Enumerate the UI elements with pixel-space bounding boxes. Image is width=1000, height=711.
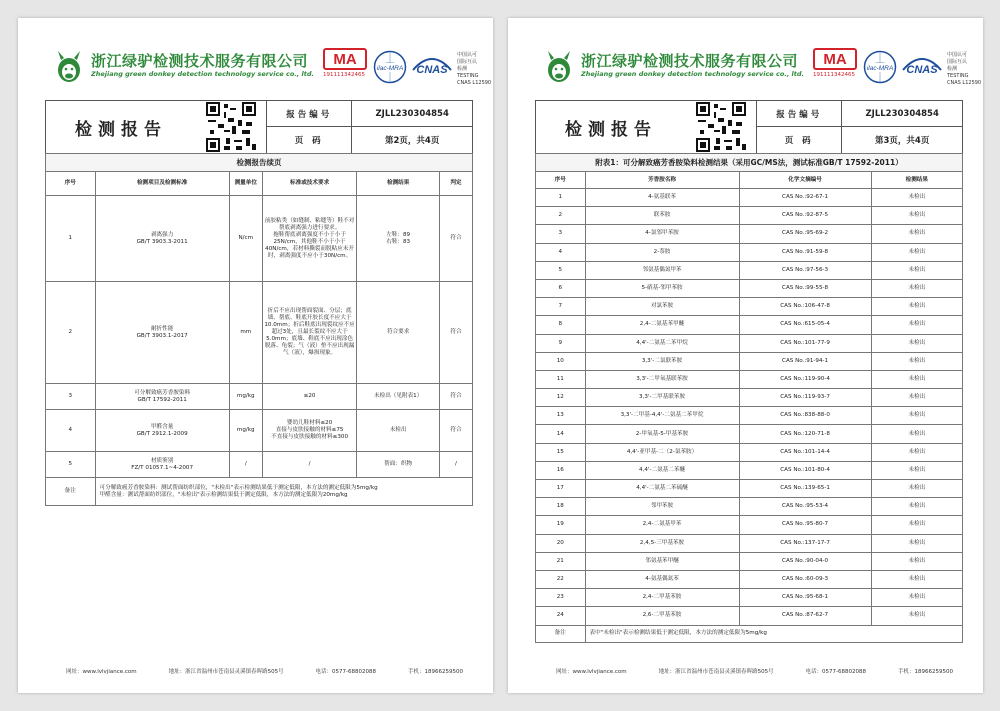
- table-row: [536, 370, 963, 388]
- donkey-logo-icon: [543, 50, 575, 84]
- ilac-mra-icon: [863, 50, 897, 84]
- qr-code-icon: [206, 102, 256, 152]
- amine-name: 2,4,5-三甲基苯胺: [585, 534, 739, 552]
- test-result: 未检出: [871, 370, 962, 388]
- amine-name: 2-萘胺: [585, 243, 739, 261]
- amine-name: 4,4'-亚甲基-二（2-氯苯胺）: [585, 443, 739, 461]
- cas-number: CAS No.:101-14-4: [739, 443, 871, 461]
- footer-phone: 电话：0577-68802088: [315, 669, 377, 675]
- amine-name: 2,6-二甲基苯胺: [585, 607, 739, 625]
- report-number-label: 报告编号: [267, 101, 352, 127]
- table-row: [536, 279, 963, 297]
- table-row: 1 剥离强力 GB/T 3903.3-2011 N/cm 前胶粘类（如缝制、粘缝等）鞋不对帮底剥离强力进行要求。 拖鞋帮底剥离强度不小于小于25N/cm，其他鞋不小于小于40N/cm，若材料撕裂而脱粘应未开时，剥离强度不应小于30N/cm。 左鞋：89 右鞋：83 符合: [46, 196, 473, 282]
- footer-phone: 电话：0577-68802088: [805, 669, 867, 675]
- amine-name: 联苯胺: [585, 207, 739, 225]
- section-title: 检测报告续页: [46, 154, 473, 172]
- ma-label: MA: [813, 48, 857, 70]
- amine-name: 2,4-二氨基甲苯: [585, 516, 739, 534]
- table-row: [536, 607, 963, 625]
- cnas-logo-icon: [409, 52, 455, 82]
- table-row: [536, 352, 963, 370]
- cas-number: CAS No.:101-77-9: [739, 334, 871, 352]
- row-number: 18: [536, 498, 586, 516]
- table-row: [536, 389, 963, 407]
- qr-code[interactable]: [686, 101, 756, 153]
- cas-number: CAS No.:137-17-7: [739, 534, 871, 552]
- row-number: 13: [536, 407, 586, 425]
- table-header: 序号 芳香胺名称 化学文摘编号 检测结果: [536, 172, 963, 189]
- row-number: 21: [536, 552, 586, 570]
- amine-name: 3,3'-二甲氧基联苯胺: [585, 370, 739, 388]
- cas-number: CAS No.:119-93-7: [739, 389, 871, 407]
- row-number: 17: [536, 480, 586, 498]
- amine-results-table: [535, 153, 963, 643]
- amine-name: 4-氨基偶氮苯: [585, 570, 739, 588]
- report-page-3: [508, 18, 983, 693]
- cas-number: CAS No.:97-56-3: [739, 261, 871, 279]
- test-result: 未检出: [871, 352, 962, 370]
- report-page-2: [18, 18, 493, 693]
- test-result: 未检出: [871, 189, 962, 207]
- company-name-en: Zhejiang green donkey detection technology service co., ltd.: [91, 70, 314, 78]
- qr-code-icon: [696, 102, 746, 152]
- cas-number: CAS No.:99-55-8: [739, 279, 871, 297]
- cas-number: CAS No.:92-87-5: [739, 207, 871, 225]
- table-row: [536, 334, 963, 352]
- cas-number: CAS No.:60-09-3: [739, 570, 871, 588]
- test-result: 未检出: [871, 207, 962, 225]
- table-row: [536, 589, 963, 607]
- footer-address: 地址：浙江省温州市苍南县灵溪镇春晖路505号: [168, 669, 284, 675]
- test-result: 未检出: [871, 534, 962, 552]
- test-result: 未检出: [871, 243, 962, 261]
- cas-number: CAS No.:838-88-0: [739, 407, 871, 425]
- test-result: 未检出: [871, 498, 962, 516]
- row-number: 20: [536, 534, 586, 552]
- cas-number: CAS No.:615-05-4: [739, 316, 871, 334]
- amine-results-table-wrap: [535, 153, 963, 643]
- report-number-value: ZJLL230304854: [842, 101, 962, 127]
- report-meta: [266, 101, 472, 153]
- cas-number: CAS No.:91-94-1: [739, 352, 871, 370]
- test-result: 未检出: [871, 316, 962, 334]
- amine-name: 3,3'-二氯联苯胺: [585, 352, 739, 370]
- amine-name: 邻氨基苯甲醚: [585, 552, 739, 570]
- cnas-accreditation-text: 中国认可 国际互认 检测 TESTING CNAS L12590: [947, 52, 982, 86]
- cas-number: CAS No.:87-62-7: [739, 607, 871, 625]
- row-number: 14: [536, 425, 586, 443]
- row-number: 4: [536, 243, 586, 261]
- row-number: 9: [536, 334, 586, 352]
- amine-name: 邻氨基偶氮甲苯: [585, 261, 739, 279]
- row-number: 15: [536, 443, 586, 461]
- row-number: 19: [536, 516, 586, 534]
- table-row: [536, 552, 963, 570]
- cas-number: CAS No.:90-04-0: [739, 552, 871, 570]
- report-number-label: 报告编号: [757, 101, 842, 127]
- cas-number: CAS No.:106-47-8: [739, 298, 871, 316]
- test-results-table: [45, 153, 473, 506]
- test-result: 未检出: [871, 389, 962, 407]
- cma-mark: [813, 48, 861, 78]
- remark-row: 备注 可分解致癌芳香胺染料：测试帮面纺织部位，"未检出"表示检测结果低于测定低限，本方法的测定低限为5mg/kg 甲醛含量：测试帮面纺织部位，"未检出"表示检测结果低于测定低限，本方法的测定低限为20mg/kg: [46, 478, 473, 506]
- ma-number: 191111342465: [323, 72, 365, 78]
- amine-name: 2,4-二氨基苯甲醚: [585, 316, 739, 334]
- table-row: [536, 516, 963, 534]
- row-number: 7: [536, 298, 586, 316]
- ma-number: 191111342465: [813, 72, 855, 78]
- test-result: 未检出: [871, 407, 962, 425]
- test-result: 未检出: [871, 334, 962, 352]
- table-row: 3 可分解致癌芳香胺染料 GB/T 17592-2011 mg/kg ≤20 未检出（见附表1） 符合: [46, 384, 473, 410]
- test-result: 未检出: [871, 552, 962, 570]
- footer-mobile: 手机：18966259500: [897, 669, 953, 675]
- company-name-cn: 浙江绿驴检测技术服务有限公司: [91, 52, 309, 70]
- amine-name: 3,3'-二甲基-4,4'-二氨基二苯甲烷: [585, 407, 739, 425]
- page-footer: [66, 667, 463, 675]
- company-header: [53, 48, 492, 94]
- amine-name: 2-甲氧基-5-甲基苯胺: [585, 425, 739, 443]
- company-name-cn: 浙江绿驴检测技术服务有限公司: [581, 52, 799, 70]
- table-row: [536, 443, 963, 461]
- amine-name: 3,3'-二甲基联苯胺: [585, 389, 739, 407]
- test-result: 未检出: [871, 607, 962, 625]
- cas-number: CAS No.:95-80-7: [739, 516, 871, 534]
- table-row: [536, 407, 963, 425]
- report-number-value: ZJLL230304854: [352, 101, 472, 127]
- row-number: 16: [536, 461, 586, 479]
- page-number-label: 页 码: [757, 127, 842, 153]
- table-row: [536, 189, 963, 207]
- cas-number: CAS No.:95-68-1: [739, 589, 871, 607]
- table-row: [536, 316, 963, 334]
- remark-text: 表中"未检出"表示检测结果低于测定低限，本方法的测定低限为5mg/kg: [585, 625, 962, 642]
- row-number: 3: [536, 225, 586, 243]
- cma-mark: [323, 48, 371, 78]
- cnas-logo-icon: [899, 52, 945, 82]
- cas-number: CAS No.:139-65-1: [739, 480, 871, 498]
- cas-number: CAS No.:95-69-2: [739, 225, 871, 243]
- table-row: [536, 480, 963, 498]
- table-row: [536, 225, 963, 243]
- cas-number: CAS No.:120-71-8: [739, 425, 871, 443]
- table-row: [536, 207, 963, 225]
- table-row: 2 耐折性能 GB/T 3903.1-2017 mm 折后不应出现帮面裂面、分层；底墙、帮底、鞋底开胶长度不应大于10.0mm；折后鞋底出现裂纹应不应超过3处，且最长裂纹不应大于5.0mm；底墙、鞋底不应出现涂色脱落、龟裂；气（液）垫不应出现漏气（液），爆损现象。 符合要求 符合: [46, 282, 473, 384]
- ilac-label: ilac-MRA: [866, 65, 894, 72]
- donkey-logo-icon: [53, 50, 85, 84]
- cas-number: CAS No.:101-80-4: [739, 461, 871, 479]
- table-row: [536, 298, 963, 316]
- test-result: 未检出: [871, 589, 962, 607]
- amine-name: 5-硝基-邻甲苯胺: [585, 279, 739, 297]
- row-number: 2: [536, 207, 586, 225]
- row-number: 5: [536, 261, 586, 279]
- page-number-label: 页 码: [267, 127, 352, 153]
- company-header: [543, 48, 982, 94]
- footer-website[interactable]: 网址：www.lvlvjiance.com: [66, 669, 137, 675]
- amine-name: 4,4'-二氨基二苯醚: [585, 461, 739, 479]
- footer-address: 地址：浙江省温州市苍南县灵溪镇春晖路505号: [658, 669, 774, 675]
- remark-row: 备注 表中"未检出"表示检测结果低于测定低限，本方法的测定低限为5mg/kg: [536, 625, 963, 642]
- test-result: 未检出: [871, 516, 962, 534]
- report-title: 检测报告: [75, 119, 167, 140]
- table-row: [536, 425, 963, 443]
- cas-number: CAS No.:92-67-1: [739, 189, 871, 207]
- company-name-en: Zhejiang green donkey detection technology service co., ltd.: [581, 70, 804, 78]
- table-row: [536, 261, 963, 279]
- footer-website[interactable]: 网址：www.lvlvjiance.com: [556, 669, 627, 675]
- cnas-label: CNAS: [416, 64, 448, 76]
- test-result: 未检出: [871, 425, 962, 443]
- test-results-table-wrap: [45, 153, 473, 506]
- row-number: 23: [536, 589, 586, 607]
- amine-name: 4-氨基联苯: [585, 189, 739, 207]
- ilac-label: ilac-MRA: [376, 65, 404, 72]
- report-title-box: [535, 100, 963, 154]
- row-number: 22: [536, 570, 586, 588]
- amine-name: 对氯苯胺: [585, 298, 739, 316]
- table-header: 序号 检测项目及检测标准 测量单位 标准或技术要求 检测结果 判定: [46, 172, 473, 196]
- row-number: 10: [536, 352, 586, 370]
- table-row: [536, 534, 963, 552]
- row-number: 11: [536, 370, 586, 388]
- report-title: 检测报告: [565, 119, 657, 140]
- table-row: 4 甲醛含量 GB/T 2912.1-2009 mg/kg 婴幼儿鞋材料≤20 直接与皮肤接触的材料≤75 不直接与皮肤接触的材料≤300 未检出 符合: [46, 410, 473, 452]
- row-number: 24: [536, 607, 586, 625]
- test-result: 未检出: [871, 261, 962, 279]
- table-row: [536, 498, 963, 516]
- test-result: 未检出: [871, 279, 962, 297]
- cas-number: CAS No.:91-59-8: [739, 243, 871, 261]
- test-result: 未检出: [871, 570, 962, 588]
- test-result: 未检出: [871, 443, 962, 461]
- test-result: 未检出: [871, 480, 962, 498]
- amine-name: 4,4'-二氨基二苯硫醚: [585, 480, 739, 498]
- row-number: 8: [536, 316, 586, 334]
- test-result: 未检出: [871, 298, 962, 316]
- table-row: [536, 570, 963, 588]
- amine-name: 邻甲苯胺: [585, 498, 739, 516]
- table-row: 5 材质鉴别 FZ/T 01057.1~4-2007 / / 帮面：织物 /: [46, 452, 473, 478]
- amine-name: 2,4-二甲基苯胺: [585, 589, 739, 607]
- cas-number: CAS No.:119-90-4: [739, 370, 871, 388]
- footer-mobile: 手机：18966259500: [407, 669, 463, 675]
- test-result: 未检出: [871, 225, 962, 243]
- ilac-mra-icon: [373, 50, 407, 84]
- remark-text: 可分解致癌芳香胺染料：测试帮面纺织部位，"未检出"表示检测结果低于测定低限，本方法的测定低限为5mg/kg 甲醛含量：测试帮面纺织部位，"未检出"表示检测结果低于测定低限，本方法的测定低限为20mg/kg: [95, 478, 472, 506]
- test-result: 未检出: [871, 461, 962, 479]
- amine-name: 4,4'-二氨基二苯甲烷: [585, 334, 739, 352]
- page-number-value: 第3页，共4页: [875, 136, 930, 146]
- row-number: 1: [536, 189, 586, 207]
- section-title: 附表1：可分解致癌芳香胺染料检测结果（采用GC/MS法，测试标准GB/T 17592-2011）: [536, 154, 963, 172]
- ma-label: MA: [323, 48, 367, 70]
- cnas-label: CNAS: [906, 64, 938, 76]
- page-number-value: 第2页，共4页: [385, 136, 440, 146]
- cas-number: CAS No.:95-53-4: [739, 498, 871, 516]
- report-meta: [756, 101, 962, 153]
- table-row: [536, 461, 963, 479]
- row-number: 12: [536, 389, 586, 407]
- qr-code[interactable]: [196, 101, 266, 153]
- report-title-box: [45, 100, 473, 154]
- row-number: 6: [536, 279, 586, 297]
- page-footer: [556, 667, 953, 675]
- cnas-accreditation-text: 中国认可 国际互认 检测 TESTING CNAS L12590: [457, 52, 492, 86]
- table-row: [536, 243, 963, 261]
- amine-name: 4-氯邻甲苯胺: [585, 225, 739, 243]
